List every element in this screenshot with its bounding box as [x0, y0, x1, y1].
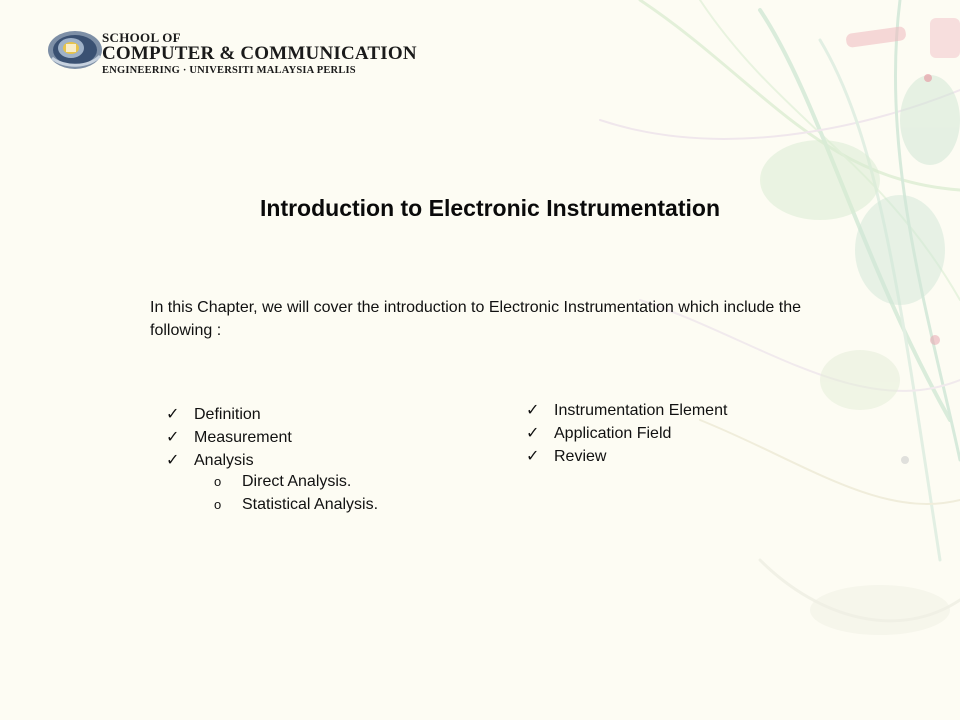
topic-list-right — [526, 399, 727, 468]
list-item-label: Measurement — [194, 429, 292, 446]
checkmark-icon: ✓ — [166, 406, 180, 423]
list-item-label: Application Field — [554, 425, 672, 442]
list-item — [526, 399, 727, 422]
topic-list-left — [166, 403, 292, 472]
list-item-label: Analysis — [194, 452, 254, 469]
checkmark-icon: ✓ — [526, 425, 540, 442]
slide-title: Introduction to Electronic Instrumentation — [260, 195, 720, 221]
checkmark-icon: ✓ — [166, 452, 180, 469]
checkmark-icon: ✓ — [526, 402, 540, 419]
checkmark-icon: ✓ — [166, 429, 180, 446]
sub-list-item-label: Statistical Analysis. — [242, 496, 379, 513]
analysis-sublist — [214, 470, 378, 516]
sub-list-item — [214, 493, 378, 516]
intro-paragraph: In this Chapter, we will cover the introduction to Electronic Instrumentation which include the following : — [150, 299, 801, 339]
list-item-label: Definition — [194, 406, 261, 423]
list-item — [526, 445, 727, 468]
logo-school-of: SCHOOL OF — [102, 30, 181, 45]
list-item — [526, 422, 727, 445]
logo-university-name: ENGINEERING · UNIVERSITI MALAYSIA PERLIS — [102, 65, 356, 76]
list-item — [166, 426, 292, 449]
list-item-label: Instrumentation Element — [554, 402, 728, 419]
circle-bullet-icon: o — [214, 497, 222, 512]
list-item — [166, 403, 292, 426]
circle-bullet-icon: o — [214, 474, 222, 489]
sub-list-item — [214, 470, 378, 493]
sub-list-item-label: Direct Analysis. — [242, 473, 352, 490]
list-item — [166, 449, 292, 472]
list-item-label: Review — [554, 448, 607, 465]
school-logo — [46, 26, 416, 76]
checkmark-icon: ✓ — [526, 448, 540, 465]
university-emblem-icon — [46, 28, 104, 72]
logo-school-name: COMPUTER & COMMUNICATION — [102, 43, 417, 64]
